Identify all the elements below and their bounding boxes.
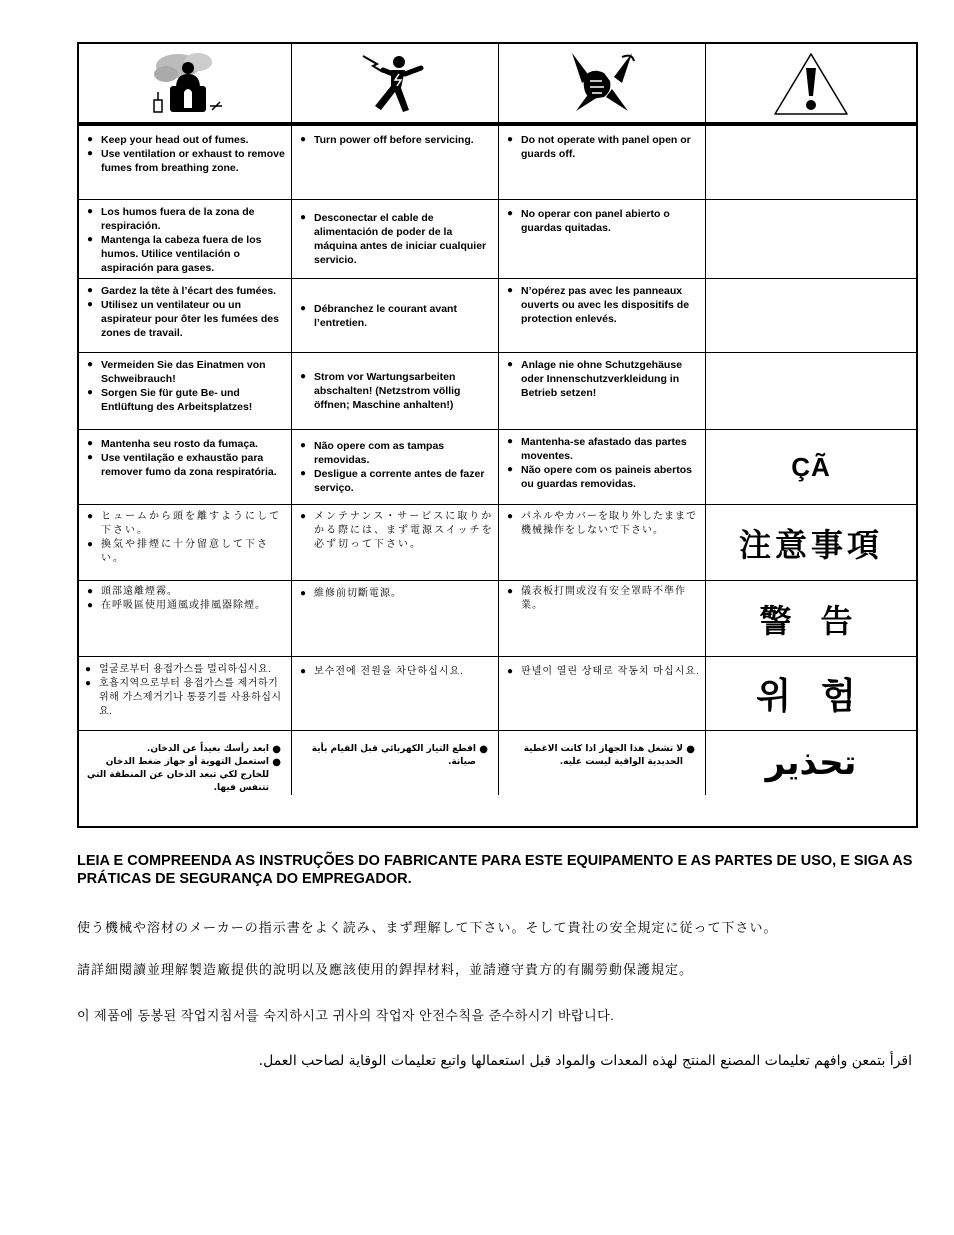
warning-triangle-icon-cell (706, 44, 916, 122)
table-row: ● Vermeiden Sie das Einatmen von Schweibrauch! ● Sorgen Sie für gute Be- und Entlüftung des Arbeitsplatzes! ● Strom vor Wartungsarbeiten abschalten! (Netzstrom völlig öffnen; Maschine anhalten!) ● Anlage nie ohne Schutzgehäuse oder Innenschutzverkleidung in Betrieb setzen! (79, 353, 916, 430)
fumes-warning-list: ● Keep your head out of fumes. ● Use ventilation or exhaust to remove fumes from breathing zone. (87, 133, 287, 175)
signal-word-arabic: تحذير (765, 743, 857, 783)
table-row: ● 얼굴로부터 용접가스를 멀리하십시요. ● 호흡지역으로부터 용접가스를 제거하기 위해 가스제거기나 통풍기를 사용하십시요. ● 보수전에 전원을 차단하십시요. ● 판넬이 열린 상태로 작동치 마십시요. 위 험 (79, 657, 916, 731)
shock-warning-list: ● Turn power off before servicing. (300, 133, 494, 147)
moving-parts-icon (562, 47, 642, 119)
fumes-icon (140, 48, 230, 118)
electric-shock-icon (355, 48, 435, 118)
instruction-korean: 이 제품에 동봉된 작업지침서를 숙지하시고 귀사의 작업자 안전수칙을 준수하시기 바랍니다. (77, 1008, 615, 1023)
warning-triangle-icon (771, 48, 851, 118)
moving-parts-icon-cell (499, 44, 706, 122)
moving-parts-warning-list: ● Do not operate with panel open or guards off. (507, 133, 701, 161)
table-row: ● Gardez la tête à l’écart des fumées. ● Utilisez un ventilateur ou un aspirateur pour ôter les fumées des zones de travail. ● Débranchez le courant avant l’entretien. ● N’opérez pas avec les panneaux ouverts ou avec les dispositifs de protection enlevés. (79, 279, 916, 353)
table-row: ● ヒュームから頭を離すようにして下さい。 ● 換気や排煙に十分留意して下さい。 ● メンテナンス・サービスに取りかかる際には、まず電源スイッチを必ず切って下さい。 ● パネルやカバーを取り外したままで機械操作をしないで下さい。 注意事項 (79, 505, 916, 581)
instruction-japanese: 使う機械や溶材のメーカーの指示書をよく読み、まず理解して下さい。そして貴社の安全規定に従って下さい。 (77, 920, 778, 935)
signal-word-cell (706, 581, 916, 656)
signal-word-japanese: 注意事項 (738, 526, 883, 563)
signal-word-cell (706, 430, 916, 504)
instruction-portuguese: LEIA E COMPREENDA AS INSTRUÇÕES DO FABRICANTE PARA ESTE EQUIPAMENTO E AS PARTES DE USO, E SIGA AS PRÁTICAS DE SEGURANÇA DO EMPREGADOR. (77, 853, 913, 887)
table-row: ● 頭部遠離煙霧。 ● 在呼吸區使用通風或排風器除煙。 ● 維修前切斷電源。 ● 儀表板打開或沒有安全罩時不準作業。 警 告 (79, 581, 916, 657)
signal-word-cell (706, 731, 916, 795)
signal-word-korean: 위 험 (756, 675, 866, 716)
signal-word-chinese: 警 告 (759, 602, 863, 639)
safety-warning-table (77, 42, 918, 828)
signal-word-portuguese: ÇÃ (791, 451, 831, 482)
fumes-icon-cell (79, 44, 292, 122)
instruction-chinese: 請詳細閱讀並理解製造廠提供的說明以及應該使用的銲捍材料，並請遵守貴方的有關勞動保護規定。 (77, 962, 694, 977)
table-row: ● Los humos fuera de la zona de respiración. ● Mantenga la cabeza fuera de los humos. Utilice ventilación o aspiración para gases. ● Desconectar el cable de alimentación de poder de la máquina antes de iniciar cualquier servicio. ● No operar con panel abierto o guardas quitadas. (79, 200, 916, 279)
signal-word-cell (706, 657, 916, 730)
signal-word-cell (706, 505, 916, 580)
signal-word-cell (706, 279, 916, 352)
table-row (79, 126, 916, 200)
electric-shock-icon-cell (292, 44, 499, 122)
signal-word-cell (706, 126, 916, 199)
instruction-arabic: اقرأ بتمعن وافهم تعليمات المصنع المنتج لهذه المعدات والمواد قبل استعمالها واتبع تعليمات الوقاية لصاحب العمل. (258, 1053, 912, 1069)
table-row: ● ابعد رأسك بعيداً عن الدخان. ● استعمل التهوية أو جهاز ضغط الدخان للخارج لكي تبعد الدخان عن المنطقة التي تتنفس فيها. ● اقطع التيار الكهربائي قبل القيام بأية صيانة. ● لا تشغل هذا الجهاز اذا كانت الاغطية الحديدية الواقية ليست عليه. تحذير (79, 731, 916, 795)
signal-word-cell (706, 200, 916, 278)
icon-row (79, 44, 916, 126)
signal-word-cell (706, 353, 916, 429)
table-row: ● Mantenha seu rosto da fumaça. ● Use ventilação e exhaustão para remover fumo da zona respiratória. ● Não opere com as tampas removidas. ● Desligue a corrente antes de fazer serviço. ● Mantenha-se afastado das partes moventes. ● Não opere com os paineis abertos ou guardas removidas. ÇÃ (79, 430, 916, 505)
